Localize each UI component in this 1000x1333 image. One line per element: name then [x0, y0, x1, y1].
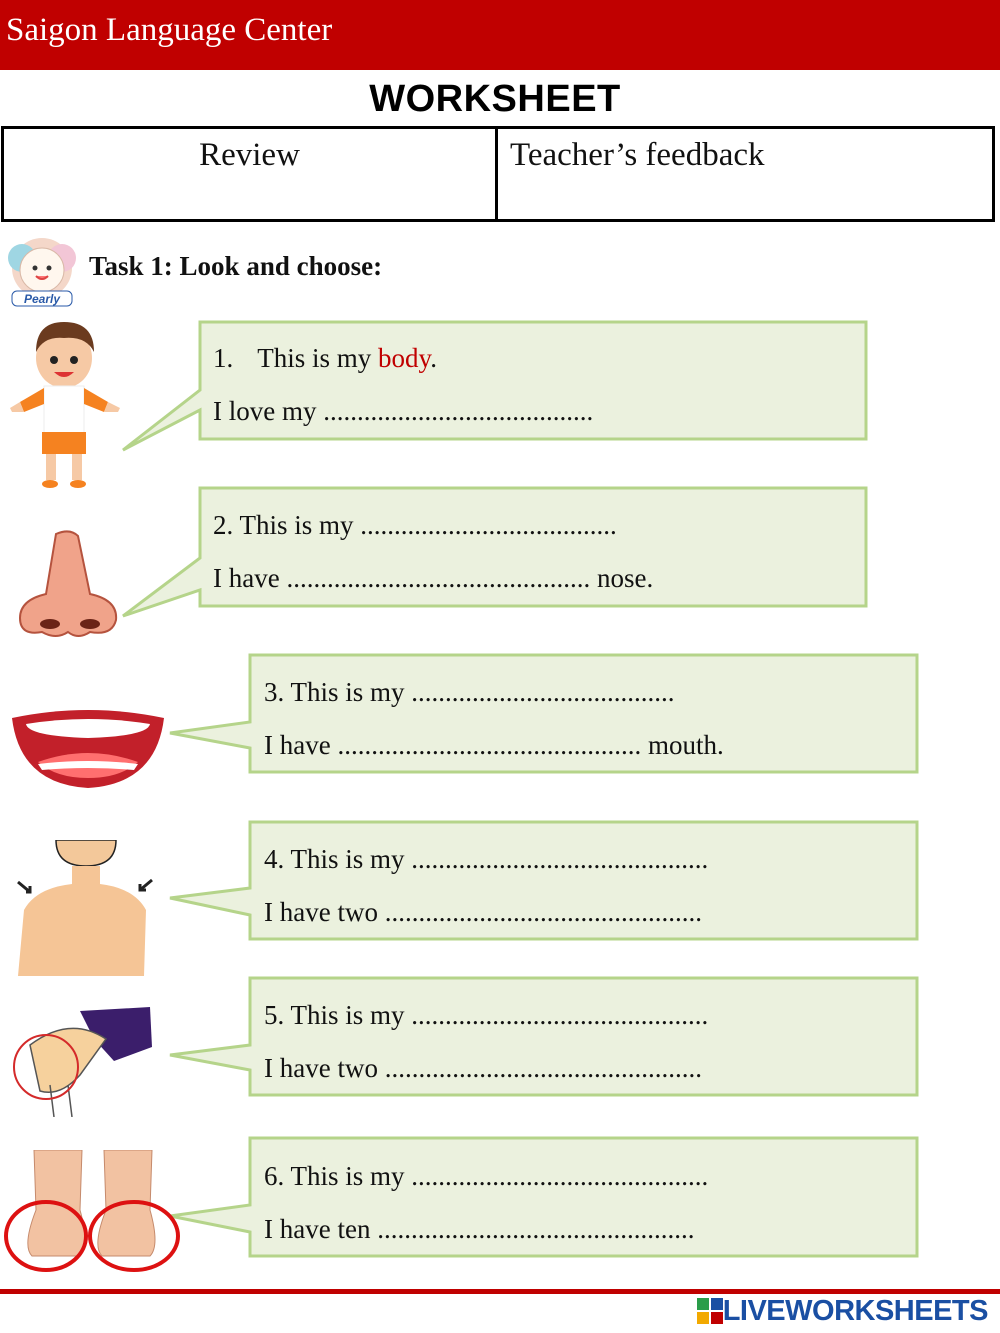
- item-4-line1[interactable]: 4. This is my ............................................: [264, 844, 709, 874]
- item-5-line2[interactable]: I have two ...............................................: [264, 1053, 702, 1083]
- item-1-prefix: This is my: [257, 343, 379, 373]
- teacher-feedback-label: Teacher’s feedback: [510, 137, 765, 173]
- header-title: Saigon Language Center: [6, 12, 333, 48]
- item-3-line2[interactable]: I have ............................................. mouth.: [264, 730, 724, 760]
- item-5-line1[interactable]: 5. This is my ............................................: [264, 1000, 709, 1030]
- item-2-line2[interactable]: I have ............................................. nose.: [213, 563, 654, 593]
- item-1-number: 1.: [213, 343, 234, 373]
- body-picture: [6, 316, 124, 490]
- item-2-line1[interactable]: 2. This is my ......................................: [213, 510, 617, 540]
- item-1-answer: body: [378, 343, 431, 373]
- item-6-line2[interactable]: I have ten ...............................................: [264, 1214, 695, 1244]
- bubble-1: [123, 322, 866, 450]
- shoulders-picture: [16, 840, 156, 976]
- item-3-line1[interactable]: 3. This is my .......................................: [264, 677, 675, 707]
- knees-picture: [10, 1005, 156, 1117]
- mouth-picture: [8, 704, 168, 794]
- item-6-line1[interactable]: 6. This is my ............................................: [264, 1161, 709, 1191]
- item-1-suffix: .: [430, 343, 438, 373]
- item-1-line2[interactable]: I love my ........................................: [213, 396, 594, 426]
- bubble-2: [123, 488, 866, 616]
- item-1-line1: [213, 343, 437, 374]
- review-label: Review: [199, 137, 300, 173]
- item-4-line2[interactable]: I have two ...............................................: [264, 897, 702, 927]
- liveworksheets-logo[interactable]: [697, 1294, 988, 1328]
- worksheet-title: WORKSHEET: [369, 78, 621, 120]
- task-heading: Task 1: Look and choose:: [89, 251, 383, 281]
- nose-picture: [16, 528, 126, 640]
- toes-picture: [0, 1150, 184, 1276]
- liveworksheets-text: LIVEWORKSHEETS: [722, 1294, 988, 1327]
- svg-text:Pearly: Pearly: [23, 292, 61, 306]
- liveworksheets-mark-icon: [697, 1298, 723, 1324]
